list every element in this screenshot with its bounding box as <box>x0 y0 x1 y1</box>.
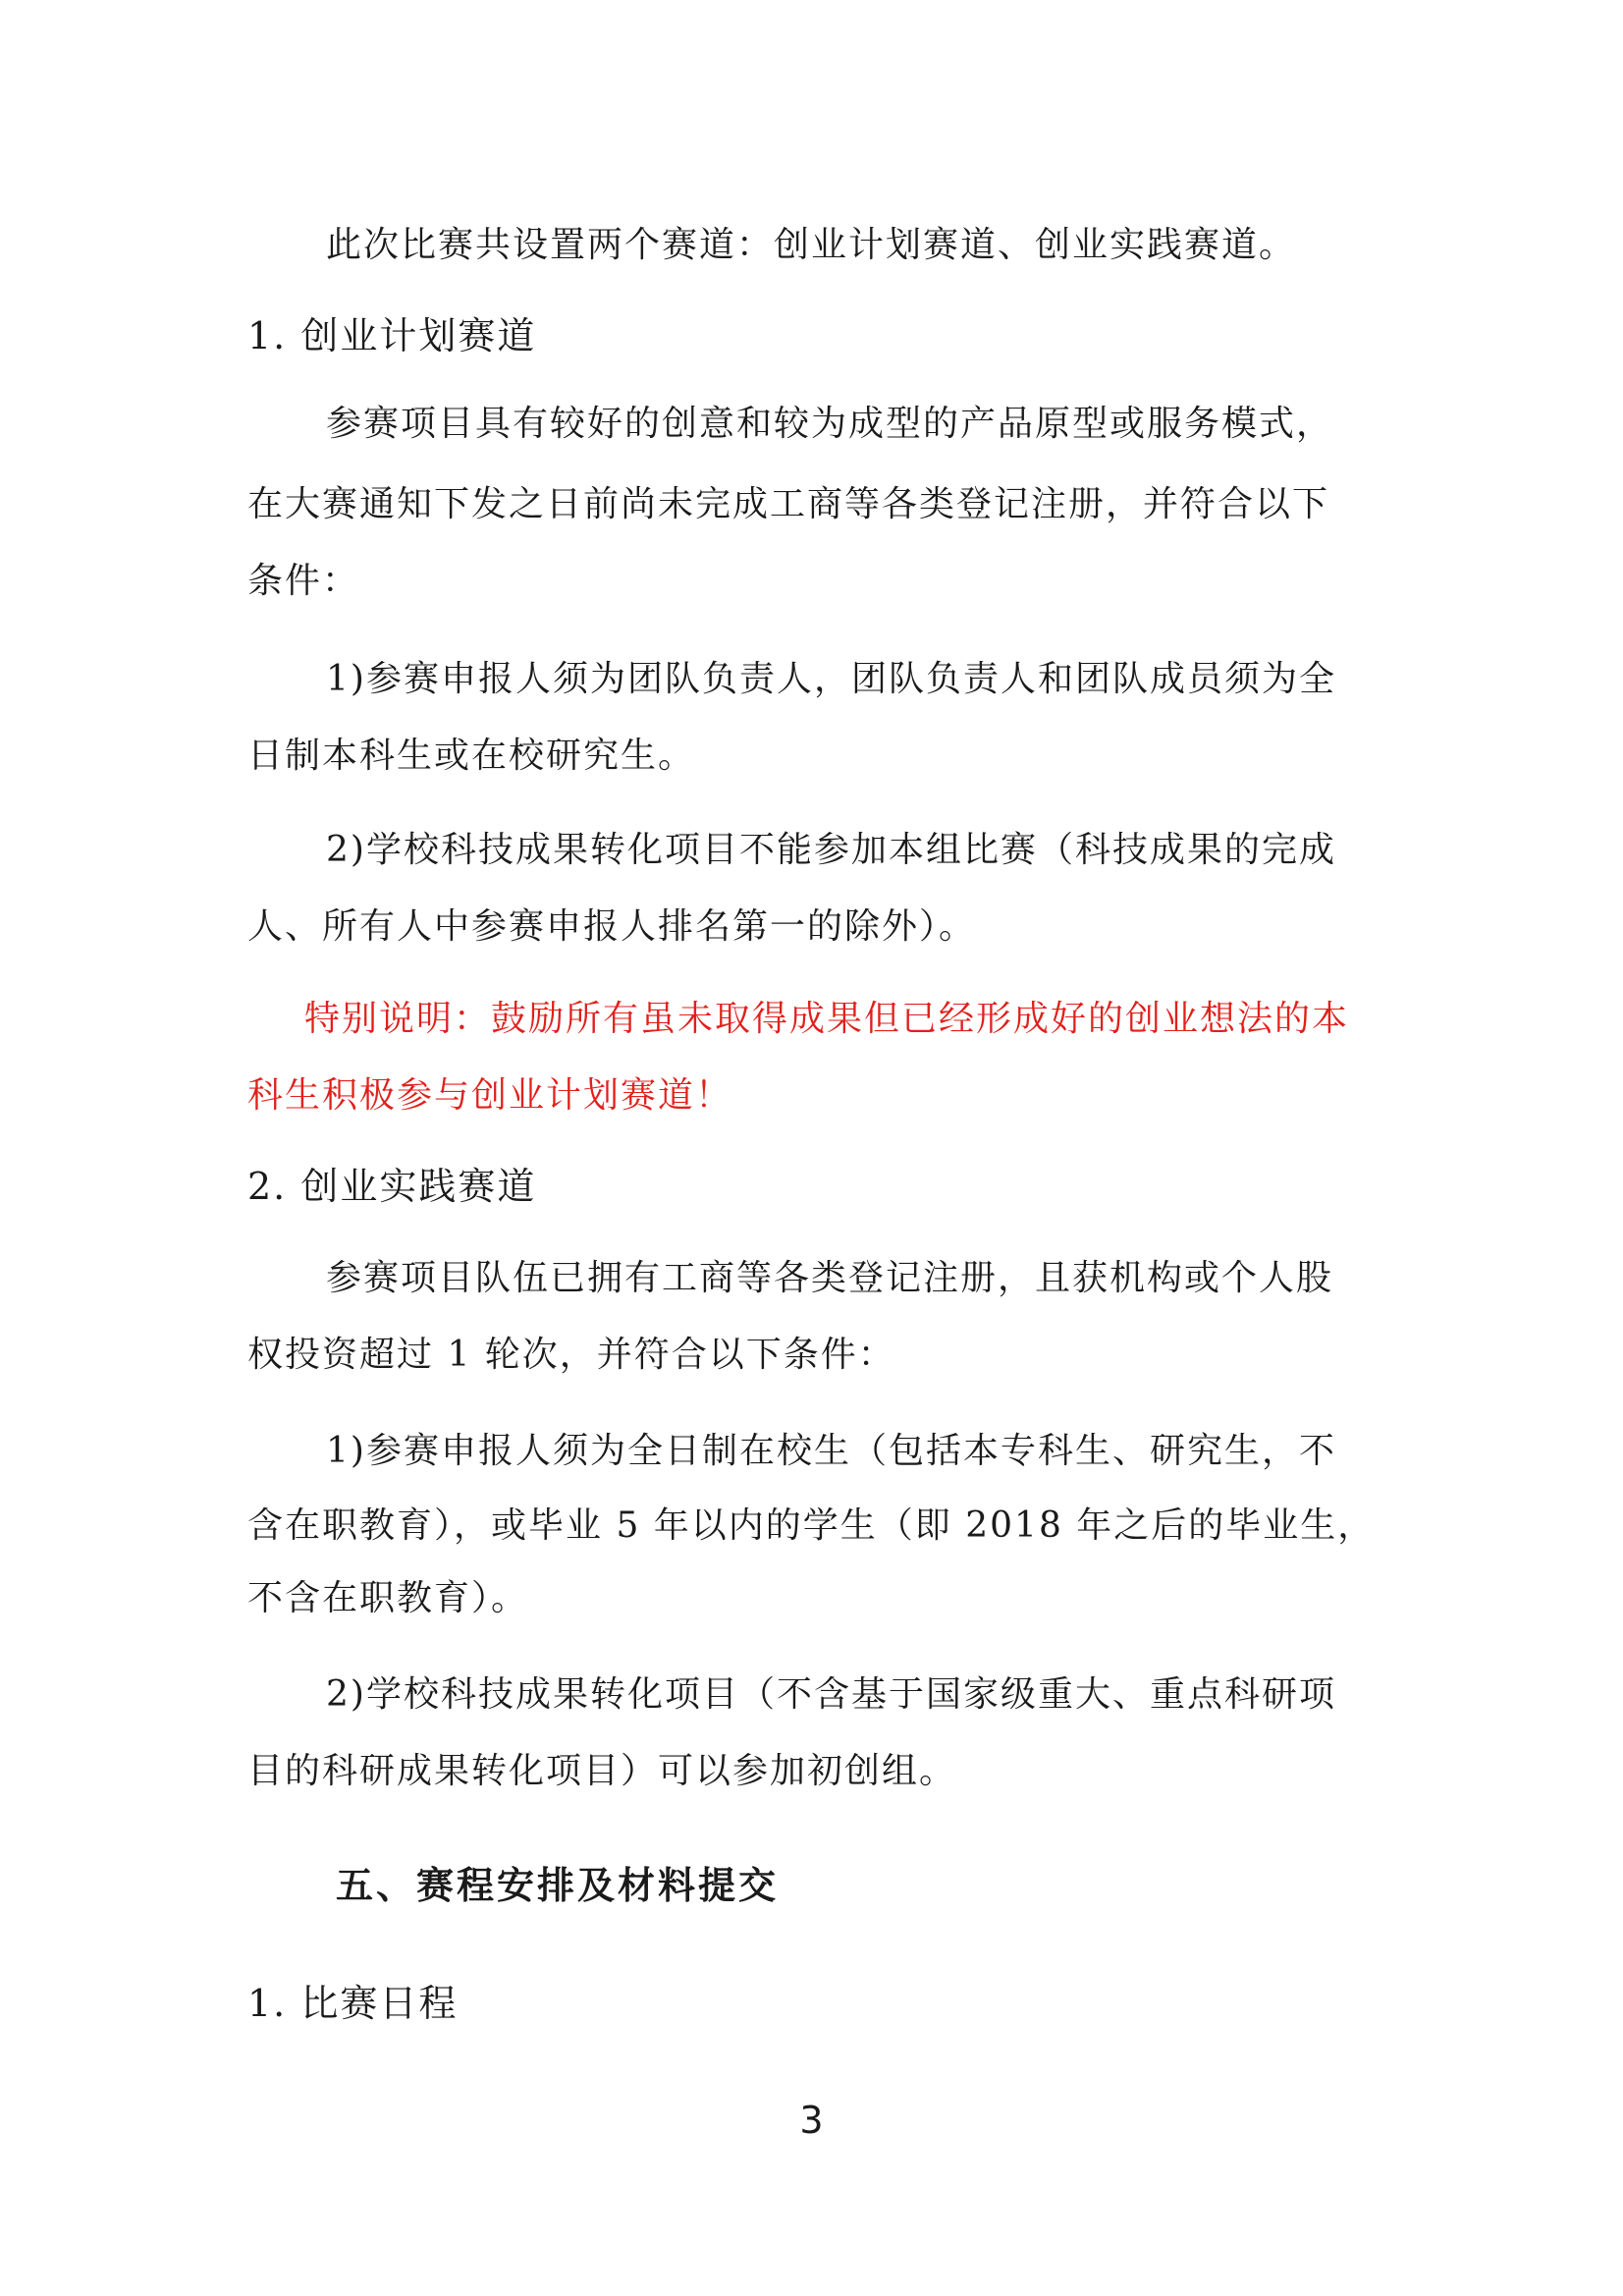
track1-item1-line: 1)参赛申报人须为团队负责人，团队负责人和团队成员须为全 <box>326 659 1336 699</box>
track1-heading: 1. 创业计划赛道 <box>247 314 537 357</box>
intro-text: 此次比赛共设置两个赛道：创业计划赛道、创业实践赛道。 <box>326 225 1297 265</box>
special-note-line: 科生积极参与创业计划赛道！ <box>247 1075 733 1116</box>
track1-para-line: 参赛项目具有较好的创意和较为成型的产品原型或服务模式， <box>326 404 1334 444</box>
track2-item1-line: 含在职教育），或毕业 5 年以内的学生（即 2018 年之后的毕业生， <box>247 1505 1376 1546</box>
track2-item2-line: 2)学校科技成果转化项目（不含基于国家级重大、重点科研项 <box>326 1674 1336 1715</box>
track1-para-line: 条件： <box>247 561 360 601</box>
section5-sub1: 1. 比赛日程 <box>247 1982 459 2025</box>
track2-para-line: 参赛项目队伍已拥有工商等各类登记注册，且获机构或个人股 <box>326 1258 1334 1298</box>
track1-item1-line: 日制本科生或在校研究生。 <box>247 736 696 776</box>
special-note-line: 特别说明：鼓励所有虽未取得成果但已经形成好的创业想法的本 <box>304 999 1350 1039</box>
page-number: 3 <box>799 2099 824 2142</box>
track1-para-line: 在大赛通知下发之日前尚未完成工商等各类登记注册，并符合以下 <box>247 484 1330 524</box>
track2-item2-line: 目的科研成果转化项目）可以参加初创组。 <box>247 1751 957 1791</box>
track1-item2-line: 人、所有人中参赛申报人排名第一的除外）。 <box>247 906 977 947</box>
track2-item1-line: 不含在职教育）。 <box>247 1578 529 1618</box>
track2-item1-line: 1)参赛申报人须为全日制在校生（包括本专科生、研究生，不 <box>326 1431 1336 1471</box>
track1-item2-line: 2)学校科技成果转化项目不能参加本组比赛（科技成果的完成 <box>326 830 1336 870</box>
section5-heading: 五、赛程安排及材料提交 <box>336 1864 780 1907</box>
track2-heading: 2. 创业实践赛道 <box>247 1165 537 1208</box>
track2-para-line: 权投资超过 1 轮次，并符合以下条件： <box>247 1335 895 1375</box>
